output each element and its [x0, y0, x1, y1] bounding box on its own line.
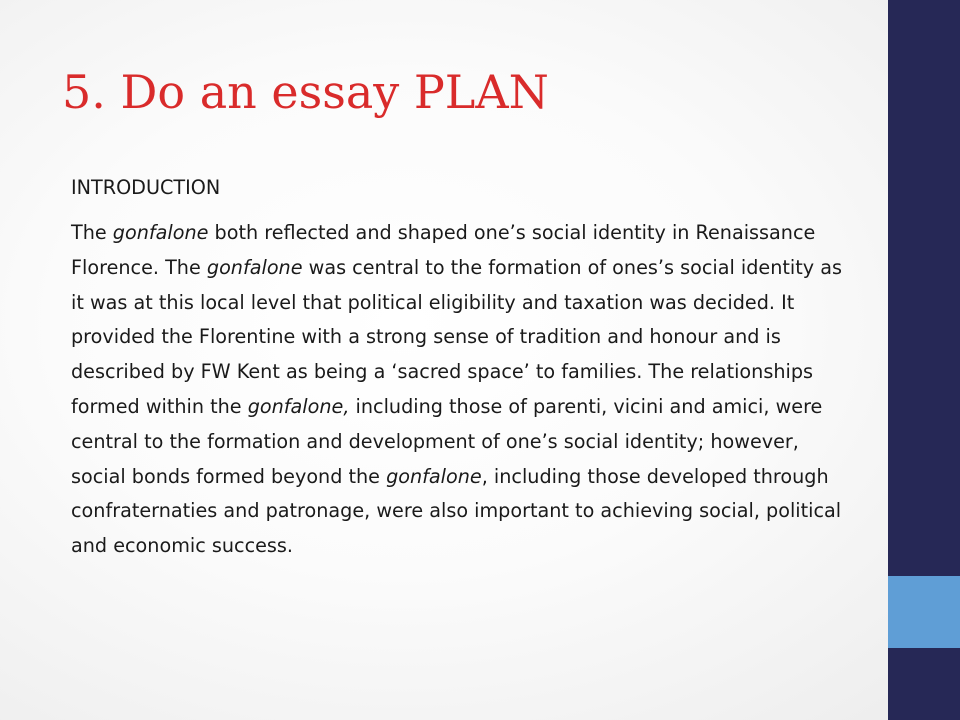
decorative-side-accent [888, 576, 960, 648]
introduction-paragraph [71, 216, 843, 564]
italic-term: gonfalone [206, 255, 303, 279]
italic-term: gonfalone [112, 221, 209, 244]
section-heading: INTRODUCTION [71, 176, 221, 199]
paragraph-text: including those of parenti, vicini and amici, were central to the formation and development of one’s social identity; however, social bonds formed beyond the [71, 394, 823, 488]
paragraph-text: , including those developed through confraternaties and patronage, were also important to achieving social, political and economic success. [71, 464, 842, 558]
italic-term: gonfalone, [247, 394, 350, 418]
paragraph-text: was central to the formation of ones’s social identity as it was at this local level that political eligibility and taxation was decided. It provided the Florentine with a strong sense of tradition and honour and is described by FW Kent as being a ‘sacred space’ to families. The relationships formed within the [71, 255, 842, 418]
italic-term: gonfalone [386, 464, 482, 488]
paragraph-text: The [71, 221, 113, 244]
slide-title: 5. Do an essay PLAN [62, 65, 549, 119]
slide-body [71, 174, 843, 564]
paragraph-text: both reflected and shaped one’s social identity in Renaissance Florence. The [71, 221, 816, 279]
